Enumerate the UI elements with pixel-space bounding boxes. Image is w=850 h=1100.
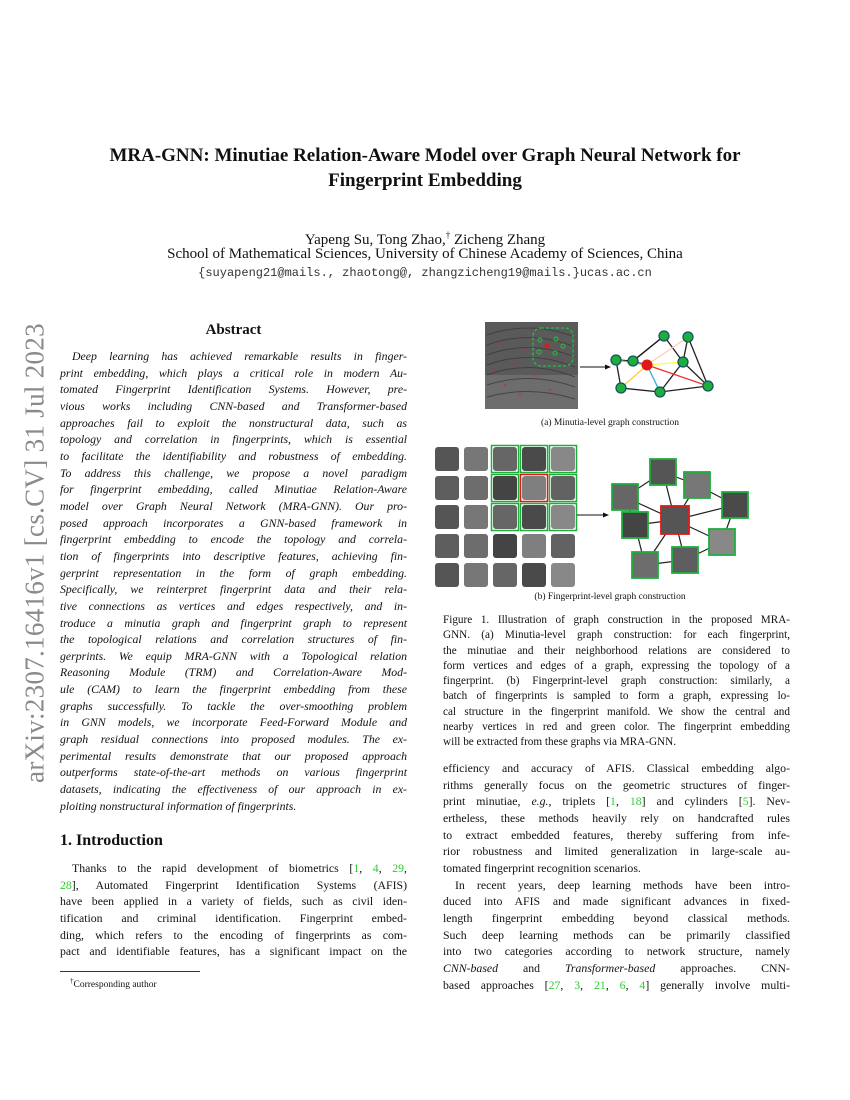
fingerprint-thumbnail [522, 447, 546, 471]
author-name: Zicheng Zhang [450, 232, 546, 248]
fingerprint-thumbnail [464, 505, 488, 529]
introduction-body [60, 860, 407, 960]
text-line [443, 960, 790, 977]
text-run: GNN. (a) Minutia-level graph construction: for each fingerprint, [443, 629, 790, 642]
citation-link[interactable]: 4 [372, 861, 379, 875]
text-line [60, 893, 407, 910]
text-line [60, 943, 407, 960]
text-line [443, 613, 790, 628]
text-run: ertheless, these methods heavily rely on handcrafted rules [443, 810, 790, 825]
text-run: In recent years, deep learning methods have been intro- [455, 877, 790, 892]
text-run: model over Graph Neural Network (MRA-GNN). Our pro- [60, 498, 407, 513]
text-line [443, 927, 790, 944]
text-run: vious works including CNN-based and Transformer-based [60, 398, 407, 413]
fingerprint-graph [612, 459, 748, 578]
figure-caption [443, 613, 790, 751]
text-line [60, 648, 407, 665]
text-line [60, 698, 407, 715]
text-line [443, 977, 790, 994]
fingerprint-batch-grid [435, 446, 577, 588]
text-run: based approaches [ [443, 977, 549, 992]
fingerprint-thumbnail [551, 563, 575, 587]
text-run: , [615, 794, 630, 809]
text-line [60, 731, 407, 748]
text-line [60, 681, 407, 698]
text-line [443, 735, 790, 750]
fingerprint-thumbnail [493, 476, 517, 500]
text-run: outperforms state-of-the-art methods on various fingerprint [60, 765, 407, 780]
text-run: will be extracted from these graphs via MRA-GNN. [443, 736, 677, 749]
text-line [60, 781, 407, 798]
text-line [60, 598, 407, 615]
text-line [60, 381, 407, 398]
text-line [443, 720, 790, 735]
footnote-mark: † [70, 977, 74, 985]
text-line [60, 714, 407, 731]
text-run: in GNN models, we incorporate Feed-Forward Module and [60, 715, 407, 730]
text-run: , [625, 977, 640, 992]
text-run: ], Automated Fingerprint Identification Systems (AFIS) [71, 877, 407, 892]
citation-link[interactable]: 21 [594, 977, 606, 992]
text-line [60, 398, 407, 415]
nearby-fingerprint-vertex [709, 529, 735, 555]
nearby-fingerprint-vertex [612, 484, 638, 510]
author-names: Yapeng Su, Tong Zhao, [304, 232, 446, 248]
text-run: ] generally involve multi- [645, 977, 791, 992]
author-emails: {suyapeng21@mails., zhaotong@, zhangzicheng19@mails.}ucas.ac.cn [198, 266, 652, 280]
text-line [60, 448, 407, 465]
text-line [60, 860, 407, 877]
fingerprint-thumbnail [435, 534, 459, 558]
text-line [443, 910, 790, 927]
text-line [443, 659, 790, 674]
text-line [60, 431, 407, 448]
text-run: ding, which refers to the encoding of fingerprints as com- [60, 927, 407, 942]
citation-link[interactable]: 18 [629, 794, 642, 809]
title-line: MRA-GNN: Minutiae Relation-Aware Model over Graph Neural Network for [109, 145, 741, 166]
citation-link[interactable]: 5 [742, 794, 749, 809]
text-line [443, 674, 790, 689]
text-run: tification and criminal identification. Fingerprint embed- [60, 910, 407, 925]
nearby-fingerprint-vertex [672, 547, 698, 573]
footnote [70, 975, 157, 992]
fingerprint-thumbnail [522, 505, 546, 529]
text-run: topology and correlation in fingerprints, which is essential [60, 432, 407, 447]
citation-link[interactable]: 28 [60, 877, 72, 892]
text-line [60, 664, 407, 681]
text-line [443, 810, 790, 827]
text-run: , [560, 977, 575, 992]
fingerprint-thumbnail [551, 505, 575, 529]
text-run: print minutiae, [443, 794, 532, 809]
citation-link[interactable]: 3 [574, 977, 581, 992]
text-run: ]. Nev- [748, 794, 791, 809]
text-run: fingerprint embedding to encode the topology and correla- [60, 532, 407, 547]
text-run: troduce a minutia graph and fingerprint graph to represent [60, 615, 407, 630]
text-run: , [404, 861, 407, 875]
nearby-fingerprint-vertex [722, 492, 748, 518]
introduction-heading: 1. Introduction [60, 832, 163, 849]
text-line [60, 764, 407, 781]
citation-link[interactable]: 27 [548, 977, 561, 992]
italic-text: e.g. [531, 794, 549, 809]
text-run: nearby vertices in red and green color. The fingerprint embedding [443, 721, 790, 734]
corresponding-author-mark: † [445, 230, 451, 240]
text-line [443, 777, 790, 794]
text-run: have been applied in a variety of fields, such as civil iden- [60, 894, 407, 909]
text-line [60, 465, 407, 482]
nearby-fingerprint-vertex [622, 512, 648, 538]
text-run: Thanks to the rapid development of biometrics [ [72, 861, 354, 875]
fingerprint-thumbnail [522, 563, 546, 587]
text-line [60, 498, 407, 515]
text-line [443, 860, 790, 877]
text-run: tomated fingerprint recognition scenarios. [443, 860, 641, 875]
text-run: perimental results demonstrate that our proposed approach [60, 748, 407, 763]
fingerprint-thumbnail [551, 534, 575, 558]
text-line [443, 644, 790, 659]
text-line [60, 348, 407, 365]
nearby-fingerprint-vertex [650, 459, 676, 485]
text-line [60, 548, 407, 565]
text-run: datasets, indicating the effectiveness of our approach in ex- [60, 782, 407, 797]
fingerprint-thumbnail [435, 505, 459, 529]
text-run: length fingerprint embedding beyond classical methods. [443, 910, 790, 925]
text-run: the minutiae and their neighborhood relations are considered to [443, 644, 790, 657]
italic-text: CNN-based [443, 960, 499, 975]
fingerprint-thumbnail [522, 534, 546, 558]
text-run: To address this challenge, we propose a novel paradigm [60, 465, 407, 480]
footnote-text: Corresponding author [73, 980, 157, 991]
text-line [443, 877, 790, 894]
text-line [60, 515, 407, 532]
text-run: duced into AFIS and made significant advances in fixed- [443, 894, 790, 909]
text-run: fingerprint. (b) Fingerprint-level graph construction: similarly, a [443, 675, 790, 688]
citation-link[interactable]: 29 [392, 861, 405, 875]
text-run: gerprints. We equip MRA-GNN with a Topological relation [60, 648, 407, 663]
minutia-graph [611, 331, 713, 397]
citation-link[interactable]: 1 [610, 794, 616, 809]
arrow-head-icon [605, 365, 611, 370]
text-line [60, 631, 407, 648]
text-run: to facilitate the identifiability and robustness of embedding. [60, 448, 407, 463]
text-run: tion of fingerprints into descriptive features, achieving fin- [60, 548, 407, 563]
abstract-heading: Abstract [205, 322, 262, 338]
subcaption-b: (b) Fingerprint-level graph construction [534, 592, 686, 602]
figure-graphics [425, 315, 790, 610]
right-column-body [443, 760, 790, 993]
text-line [443, 943, 790, 960]
text-run: Reasoning Module (TRM) and Correlation-Aware Mod- [60, 665, 407, 680]
text-line [60, 927, 407, 944]
arrow-head-icon [603, 513, 609, 518]
text-run: ] and cylinders [ [641, 794, 743, 809]
text-run: Figure 1. Illustration of graph construction in the proposed MRA- [443, 614, 790, 626]
text-run: tomated Fingerprint Identification Systems. However, pre- [60, 382, 407, 397]
nearby-fingerprint-vertex [632, 552, 658, 578]
text-run: rior robustness and limited generalization in large-scale au- [443, 844, 790, 859]
title-line: Fingerprint Embedding [328, 170, 522, 191]
text-run: efficiency and accuracy of AFIS. Classical embedding algo- [443, 761, 790, 775]
text-run: Specifically, we reinterpret fingerprint data and their rela- [60, 582, 407, 597]
text-run: Such deep learning methods can be primarily classified [443, 927, 790, 942]
fingerprint-thumbnail [551, 447, 575, 471]
text-run: into two categories according to network structure, namely [443, 944, 790, 959]
footnote-rule [60, 971, 200, 972]
text-run: , [580, 977, 595, 992]
text-run: , [359, 861, 373, 875]
text-run: , [605, 977, 620, 992]
citation-link[interactable]: 6 [619, 977, 626, 992]
text-line [60, 581, 407, 598]
text-line [60, 415, 407, 432]
text-run: graphs successfully. To tackle the over-smoothing problem [60, 698, 407, 713]
subcaption-a: (a) Minutia-level graph construction [541, 418, 679, 428]
text-line [443, 760, 790, 777]
arxiv-identifier-stamp: arXiv:2307.16416v1 [cs.CV] 31 Jul 2023 [19, 323, 50, 783]
affiliation: School of Mathematical Sciences, University of Chinese Academy of Sciences, China [167, 246, 683, 262]
text-run: graph residual connections into proposed modules. The ex- [60, 732, 407, 747]
text-run: form vertices and edges of a graph, expressing the topology of a [443, 659, 790, 672]
citation-link[interactable]: 1 [353, 861, 360, 875]
text-run: posed approach incorporates a GNN-based framework in [60, 515, 407, 530]
text-line [443, 705, 790, 720]
fingerprint-thumbnail [551, 476, 575, 500]
text-line [60, 365, 407, 382]
text-run: batch of fingerprints is sampled to form a graph, expressing lo- [443, 690, 790, 703]
text-line [443, 843, 790, 860]
fingerprint-thumbnail [464, 447, 488, 471]
text-run: approaches. CNN- [655, 960, 790, 975]
central-fingerprint-vertex [661, 506, 689, 534]
text-line [60, 798, 407, 815]
text-run: approaches fail to exploit the nonstructural data, such as [60, 415, 407, 430]
text-line [60, 615, 407, 632]
fingerprint-thumbnail [522, 476, 546, 500]
text-line [443, 827, 790, 844]
nearby-fingerprint-vertex [684, 472, 710, 498]
text-run: ule (CAM) to learn the fingerprint embedding from these [60, 682, 407, 697]
text-line [60, 748, 407, 765]
text-run: , [378, 861, 393, 875]
text-run: pact and identifiable features, has a significant impact on the [60, 944, 407, 959]
fingerprint-thumbnail [493, 563, 517, 587]
fingerprint-thumbnail [493, 447, 517, 471]
fingerprint-thumbnail [435, 563, 459, 587]
text-run: for fingerprint embedding, called Minutiae Relation-Aware [60, 482, 407, 497]
text-run: rithms generally focus on the geometric structures of finger- [443, 777, 790, 792]
italic-text: Transformer-based [565, 960, 656, 975]
text-run: , triplets [ [548, 794, 611, 809]
text-run: print embedding, which plays a critical role in modern Au- [60, 365, 407, 380]
text-run: tive connections as vertices and edges respectively, and in- [60, 598, 407, 613]
fingerprint-thumbnail [493, 505, 517, 529]
text-run: and [498, 960, 566, 975]
text-run: cal structure in the fingerprint manifold. We show the central and [443, 705, 790, 718]
fingerprint-thumbnail [435, 476, 459, 500]
text-line [60, 565, 407, 582]
paper-title [40, 143, 810, 193]
fingerprint-thumbnail [464, 534, 488, 558]
fingerprint-thumbnail [493, 534, 517, 558]
fingerprint-thumbnail [435, 447, 459, 471]
fingerprint-image [485, 322, 578, 409]
text-line [60, 531, 407, 548]
text-line [60, 910, 407, 927]
text-line [443, 628, 790, 643]
fingerprint-thumbnail [464, 476, 488, 500]
text-run: Deep learning has achieved remarkable results in finger- [72, 349, 407, 363]
text-run: the topological relations and correlation structures of fin- [60, 632, 407, 647]
text-run: to extract embedded features, thereby suffering from infe- [443, 827, 790, 842]
fingerprint-thumbnail [464, 563, 488, 587]
text-line [60, 877, 407, 894]
figure-1 [425, 315, 790, 610]
citation-link[interactable]: 4 [639, 977, 646, 992]
text-line [443, 793, 790, 810]
abstract-body [60, 348, 407, 814]
text-run: ploiting nonstructural information of fingerprints. [60, 798, 297, 813]
text-run: gerprint representation in the form of graph embedding. [60, 565, 407, 580]
text-line [443, 893, 790, 910]
text-line [443, 689, 790, 704]
text-line [60, 481, 407, 498]
